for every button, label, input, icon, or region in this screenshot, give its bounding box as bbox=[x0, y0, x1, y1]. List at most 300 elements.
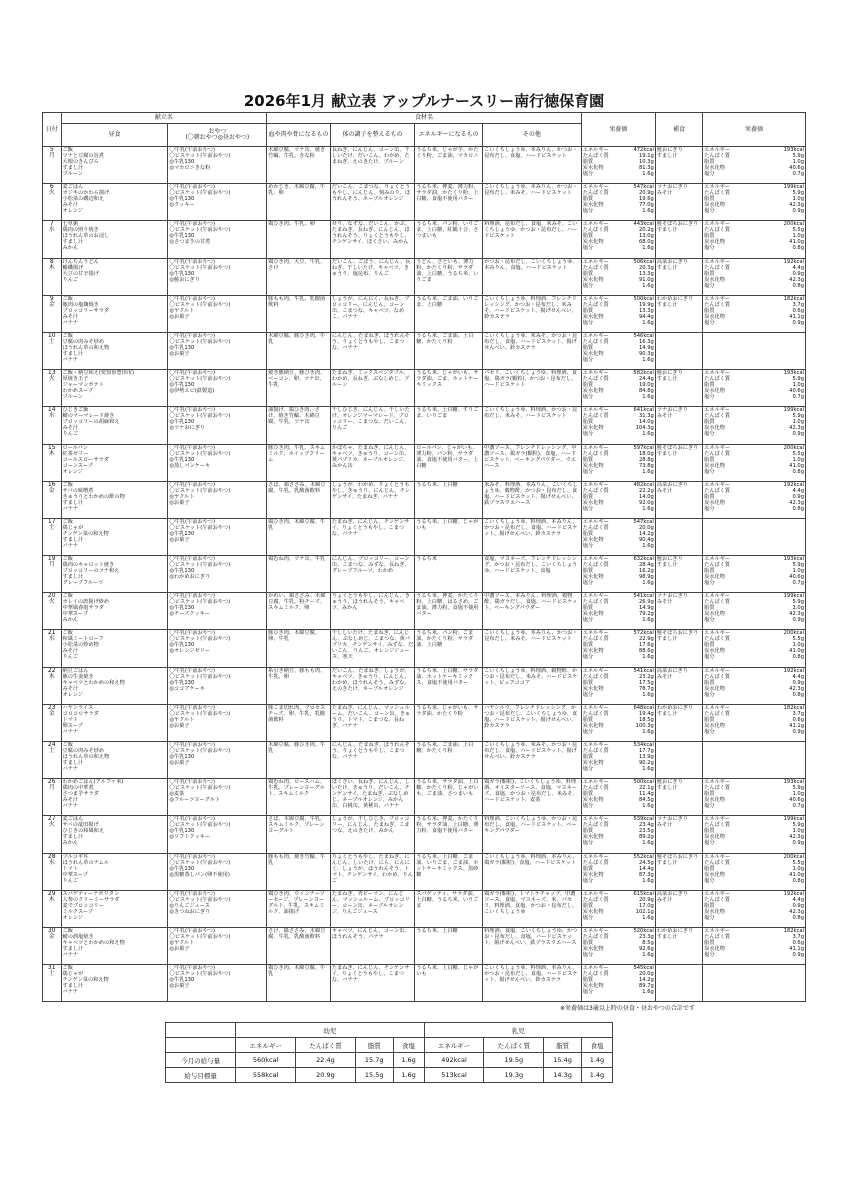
nutrition-label: 炭水化物 bbox=[582, 908, 604, 915]
header-nutrition-2: 栄養価 bbox=[703, 113, 806, 147]
snack-cell: 〇牛乳(午前おやつ) 〇ビスケット(午前おやつ) ◎牛乳130 ◎お菓子 bbox=[168, 518, 267, 555]
nutrition-label: 塩分 bbox=[704, 580, 715, 587]
nutrition-label: 塩分 bbox=[704, 728, 715, 735]
blood-ingredients-cell: 糸引き納豆、豚もも肉、牛乳、卵 bbox=[267, 667, 331, 704]
body-ingredients-cell: にんじん、ブロッコリー、コーン缶、こまつな、みずな、長ねぎ、グレープフルーツ、わかめ bbox=[330, 556, 414, 593]
date-cell bbox=[43, 295, 62, 332]
summary-col-header: 食塩 bbox=[393, 1038, 424, 1053]
nutrition-label: たんぱく質 bbox=[582, 227, 609, 234]
supplement-cell: 鮭おにぎり すまし汁 bbox=[655, 556, 702, 593]
nutrition-value: 13.9g bbox=[638, 754, 654, 760]
nutrition-value: 3.7g bbox=[792, 301, 804, 308]
nutrition-value: 16.3g bbox=[638, 338, 654, 345]
other-ingredients-cell: こいくちしょうゆ、料理酒、本みりん、かつお・昆布だし、食塩、ハードビスケット、揚げせんべい、鈴カステラ bbox=[483, 518, 582, 555]
snack-cell: 〇牛乳(午前おやつ) 〇ビスケット(午前おやつ) ◎牛乳130 ◎わかめおにぎり bbox=[168, 556, 267, 593]
nutrition-value: 0.6g bbox=[792, 716, 804, 723]
date-cell bbox=[43, 184, 62, 221]
nutrition-value: 193kcal bbox=[783, 779, 804, 786]
nutrition-label: 炭水化物 bbox=[582, 574, 604, 581]
nutrition-value: 23.4g bbox=[638, 822, 654, 829]
other-ingredients-cell: こいくちしょうゆ、料理酒、本みりん、かつお・昆布だし、食塩、ハードビスケット、揚げせんべい、鈴カステラ bbox=[483, 965, 582, 1002]
energy-ingredients-cell: うるち米、じゃがいも、サラダ油、かたくり粉 bbox=[415, 704, 483, 741]
body-ingredients-cell: だいこん、ごぼう、にんじん、長ねぎ、干しいたけ、キャベツ、きゅうり、塩昆布、りんご bbox=[330, 258, 414, 295]
lunch-cell: ご飯 サバの味噌煮 きゅうりとわかめの酢の物 すまし汁 バナナ bbox=[61, 481, 168, 518]
nutrition-value: 1.6g bbox=[642, 282, 654, 289]
other-ingredients-cell: こいくちしょうゆ、料理酒、フレンチドレッシング、かつお・昆布だし、米みそ、ハードビスケット、揚げせんべい、鈴カステラ bbox=[483, 295, 582, 332]
nutrition-value: 17.7g bbox=[638, 748, 654, 754]
summary-col-header: 脂質 bbox=[544, 1038, 582, 1053]
nutrition-label: 脂質 bbox=[582, 159, 594, 165]
nutrition-value: 1.6g bbox=[642, 989, 654, 996]
nutrition-line bbox=[704, 208, 804, 214]
nutrition-line bbox=[583, 245, 654, 251]
energy-ingredients-cell: うるち米、上白糖、サラダ油、ホットケーキミックス、食塩不使用バター bbox=[415, 667, 483, 704]
nutrition-value: 500kcal bbox=[633, 295, 654, 302]
day-number: 20 bbox=[47, 592, 56, 600]
nutrition-line bbox=[704, 320, 804, 326]
date-cell bbox=[43, 556, 62, 593]
nutrition-label: たんぱく質 bbox=[582, 487, 609, 494]
nutrition-label: エネルギー bbox=[582, 295, 609, 302]
nutrition-value: 0.8g bbox=[792, 505, 804, 512]
nutrition-label: 脂質 bbox=[582, 754, 594, 760]
nutrition-cell-2 bbox=[703, 556, 806, 593]
energy-ingredients-cell: うるち米、ごま油、上白糖、かたくり粉 bbox=[415, 742, 483, 779]
day-of-week: 水 bbox=[48, 858, 55, 866]
nutrition-label: 脂質 bbox=[582, 977, 594, 984]
summary-col-header: エネルギー bbox=[236, 1038, 296, 1053]
supplement-cell bbox=[655, 518, 702, 555]
nutrition-value: 1.0g bbox=[792, 605, 804, 612]
header-blood: 血や肉や骨になるもの bbox=[267, 124, 331, 147]
nutrition-value: 100.3g bbox=[635, 722, 654, 729]
nutrition-cell bbox=[581, 779, 655, 816]
nutrition-label: 脂質 bbox=[704, 568, 715, 575]
nutrition-label: 脂質 bbox=[704, 865, 715, 872]
nutrition-label: たんぱく質 bbox=[582, 413, 609, 420]
day-of-week: 土 bbox=[48, 523, 55, 531]
date-cell bbox=[43, 853, 62, 890]
nutrition-line bbox=[583, 952, 654, 958]
nutrition-cell bbox=[581, 853, 655, 890]
snack-cell: 〇牛乳(午前おやつ) 〇ビスケット(午前おやつ) ◎牛乳130 ◎鮭おにぎり bbox=[168, 258, 267, 295]
header-ingredients: 食材名 bbox=[267, 113, 582, 124]
nutrition-value: 5.9g bbox=[792, 785, 804, 792]
summary-value: 15.7g bbox=[355, 1053, 393, 1068]
nutrition-line bbox=[583, 171, 654, 177]
nutrition-value: 28.4g bbox=[638, 562, 654, 569]
nutrition-value: 192kcal bbox=[783, 258, 804, 265]
lunch-cell: ハヤシライス コロコロサラダ トマト 卵スープ バナナ bbox=[61, 704, 168, 741]
blood-ingredients-cell: さば、鶏ささみ、木綿豆腐、牛乳、乳酸菌飲料 bbox=[267, 481, 331, 518]
nutrition-label: 炭水化物 bbox=[582, 871, 604, 878]
header-other: その他 bbox=[483, 124, 582, 147]
energy-ingredients-cell: うどん、さといも、薄力粉、かたくり粉、サラダ油、上白糖、うるち米、いりごま bbox=[415, 258, 483, 295]
nutrition-label: エネルギー bbox=[582, 370, 609, 377]
nutrition-label: たんぱく質 bbox=[704, 599, 731, 606]
summary-value: 19.3g bbox=[484, 1068, 544, 1083]
nutrition-label: エネルギー bbox=[582, 927, 609, 934]
nutrition-value: 0.6g bbox=[792, 939, 804, 946]
lunch-cell: ご飯 和風ミートローフ 小松菜の炒め物 みそ汁 りんご bbox=[61, 630, 168, 667]
body-ingredients-cell: キャベツ、にんじん、コーン缶、ほうれんそう、バナナ bbox=[330, 927, 414, 964]
summary-row bbox=[166, 1068, 613, 1083]
energy-ingredients-cell: うるち米、押麦、薄力粉、サラダ油、かたくり粉、上白糖、食塩不使用バター bbox=[415, 184, 483, 221]
body-ingredients-cell: りょくとうもやし、たまねぎ、にんじん、しいたけ、にら、にんにく、しょうが、ほうれんそう、トマト、チンゲンサイ、わかめ、りんご bbox=[330, 853, 414, 890]
nutrition-label: 塩分 bbox=[582, 691, 594, 698]
nutrition-label: 塩分 bbox=[704, 803, 715, 810]
nutrition-label: たんぱく質 bbox=[582, 190, 609, 197]
day-number: 5 bbox=[49, 146, 54, 153]
nutrition-label: たんぱく質 bbox=[582, 450, 609, 457]
other-ingredients-cell: 米みそ、料理酒、本みりん、こいくちしょうゆ、穀物酢、かつお・昆布だし、食塩、ハードビスケット、揚げせんべい、鉄プラスウエハース bbox=[483, 481, 582, 518]
nutrition-value: 20.9g bbox=[638, 896, 654, 903]
nutrition-value: 17.5g bbox=[638, 679, 654, 686]
day-number: 6 bbox=[49, 183, 54, 191]
nutrition-value: 18.0g bbox=[638, 450, 654, 457]
day-number: 15 bbox=[47, 444, 56, 451]
nutrition-label: 塩分 bbox=[704, 914, 715, 921]
body-ingredients-cell: たまねぎ、にんじん、マッシュルーム、だいこん、コーン缶、きゅうり、トマト、こまつな、長ねぎ、バナナ bbox=[330, 704, 414, 741]
date-cell bbox=[43, 518, 62, 555]
lunch-cell: 麦ごはん サバの竜田揚げ ひじきの和風和え すまし汁 みかん bbox=[61, 816, 168, 853]
nutrition-value: 1.0g bbox=[792, 419, 804, 426]
other-ingredients-cell: 料理酒、昆布だし、食塩、米みそ、こいくちしょうゆ、かつお・昆布だし、ハードビスケット bbox=[483, 221, 582, 258]
nutrition-cell-2 bbox=[703, 927, 806, 964]
supplement-cell: ツナおにぎり みそ汁 bbox=[655, 816, 702, 853]
nutrition-label: 脂質 bbox=[582, 679, 594, 686]
nutrition-label: 塩分 bbox=[704, 654, 715, 661]
nutrition-line bbox=[583, 394, 654, 400]
day-of-week: 土 bbox=[48, 747, 55, 754]
day-of-week: 水 bbox=[48, 226, 55, 234]
nutrition-value: 40.6g bbox=[789, 165, 804, 171]
menu-row bbox=[43, 556, 806, 593]
nutrition-label: たんぱく質 bbox=[704, 896, 731, 903]
nutrition-value: 13.3g bbox=[638, 307, 654, 314]
nutrition-label: 塩分 bbox=[704, 468, 715, 475]
nutrition-value: 19.1g bbox=[638, 153, 654, 159]
other-ingredients-cell: こいくちしょうゆ、本みりん、かつお・昆布だし、食塩、ハードビスケット bbox=[483, 147, 582, 184]
nutrition-label: 炭水化物 bbox=[704, 388, 725, 395]
energy-ingredients-cell: うるち米、パン粉、ごま油、かたくり粉、サラダ油、上白糖 bbox=[415, 630, 483, 667]
day-of-week: 木 bbox=[48, 895, 55, 903]
day-of-week: 火 bbox=[48, 375, 55, 383]
nutrition-cell bbox=[581, 184, 655, 221]
day-number: 29 bbox=[47, 890, 56, 897]
nutrition-cell bbox=[581, 295, 655, 332]
nutrition-label: エネルギー bbox=[582, 556, 609, 563]
snack-cell: 〇牛乳(午前おやつ) 〇ビスケット(午前おやつ) ◎ヤクルト ◎お菓子 bbox=[168, 704, 267, 741]
nutrition-label: 脂質 bbox=[704, 307, 715, 314]
other-ingredients-cell: ハヤシルウ、フレンチドレッシング、かつお・昆布だし、こいくちしょうゆ、食塩、ハードビスケット、揚げせんべい、鈴カステラ bbox=[483, 704, 582, 741]
lunch-cell: わかめごはん(アルファ米) 鶏肉の中華煮 さつま芋サラダ みそ汁 バナナ bbox=[61, 779, 168, 816]
footnote: ※栄養価は3歳以上時の昼食・昼おやつの合計です bbox=[560, 1005, 695, 1012]
other-ingredients-cell: こいくちしょうゆ、本みりん、かつお・昆布だし、米みそ、ハードビスケット bbox=[483, 630, 582, 667]
day-number: 22 bbox=[47, 667, 56, 674]
nutrition-label: エネルギー bbox=[582, 481, 609, 488]
day-number: 13 bbox=[47, 369, 56, 377]
nutrition-cell bbox=[581, 518, 655, 555]
nutrition-label: たんぱく質 bbox=[582, 971, 609, 978]
nutrition-value: 5.5g bbox=[792, 636, 804, 643]
nutrition-cell bbox=[581, 481, 655, 518]
snack-cell: 〇牛乳(午前おやつ) 〇ビスケット(午前おやつ) ◎牛乳130 ◎お菓子 bbox=[168, 332, 267, 369]
nutrition-value: 5.9g bbox=[792, 376, 804, 383]
nutrition-label: 炭水化物 bbox=[704, 202, 725, 209]
nutrition-value: 192kcal bbox=[783, 667, 804, 674]
nutrition-value: 17.6g bbox=[638, 642, 654, 649]
nutrition-label: たんぱく質 bbox=[704, 376, 731, 383]
summary-value: 15.4g bbox=[544, 1053, 582, 1068]
nutrition-label: 塩分 bbox=[582, 542, 594, 549]
nutrition-label: 炭水化物 bbox=[582, 536, 604, 543]
nutrition-value: 500kcal bbox=[633, 779, 654, 786]
nutrition-value: 1.6g bbox=[642, 394, 654, 401]
summary-corner-2 bbox=[166, 1038, 236, 1053]
nutrition-label: たんぱく質 bbox=[582, 748, 609, 754]
nutrition-label: 脂質 bbox=[704, 902, 715, 909]
nutrition-line bbox=[583, 989, 654, 995]
summary-value: 1.4g bbox=[581, 1068, 612, 1083]
nutrition-cell-2 bbox=[703, 779, 806, 816]
blood-ingredients-cell: 木綿豆腐、ツナ缶、焼き竹輪、牛乳、きな粉 bbox=[267, 147, 331, 184]
nutrition-label: エネルギー bbox=[704, 481, 731, 488]
other-ingredients-cell: かつお・昆布だし、こいくちしょうゆ、本みりん、食塩、ハードビスケット bbox=[483, 258, 582, 295]
menu-row bbox=[43, 518, 806, 555]
menu-row bbox=[43, 816, 806, 853]
nutrition-line bbox=[583, 915, 654, 921]
nutrition-line bbox=[583, 469, 654, 475]
nutrition-value: 41.0g bbox=[789, 239, 804, 246]
nutrition-label: 塩分 bbox=[704, 691, 715, 698]
header-date: 日付 bbox=[43, 113, 62, 147]
nutrition-label: エネルギー bbox=[582, 742, 609, 748]
nutrition-cell-2 bbox=[703, 370, 806, 407]
nutrition-value: 199kcal bbox=[783, 184, 804, 191]
nutrition-value: 1.0g bbox=[792, 159, 804, 165]
energy-ingredients-cell: うるち米、サラダ油、上白糖、かたくり粉、じゃがいも、ごま油、さつまいも bbox=[415, 779, 483, 816]
nutrition-label: 脂質 bbox=[704, 642, 715, 649]
nutrition-label: 炭水化物 bbox=[704, 648, 725, 655]
nutrition-line bbox=[583, 654, 654, 660]
nutrition-label: 脂質 bbox=[582, 307, 594, 314]
nutrition-value: 22.9g bbox=[638, 636, 654, 643]
nutrition-line bbox=[583, 803, 654, 809]
nutrition-label: 脂質 bbox=[704, 791, 715, 798]
nutrition-value: 443kcal bbox=[633, 221, 654, 228]
nutrition-label: 塩分 bbox=[582, 728, 594, 735]
nutrition-value: 42.3g bbox=[789, 685, 804, 692]
nutrition-value: 193kcal bbox=[783, 147, 804, 153]
header-menu-name: 献立名 bbox=[61, 113, 267, 124]
body-ingredients-cell: りょくとうもやし、にんじん、きゅうり、ほうれんそう、キャベツ、みかん bbox=[330, 593, 414, 630]
nutrition-label: 炭水化物 bbox=[582, 388, 604, 395]
blood-ingredients-cell: かれい、鶏ささみ、木綿豆腐、牛乳、粉チーズ、スキムミルク、卵 bbox=[267, 593, 331, 630]
energy-ingredients-cell: うるち米、上白糖、すりごま、いりごま bbox=[415, 407, 483, 444]
menu-row bbox=[43, 704, 806, 741]
summary-group-infant: 幼児 bbox=[236, 1023, 424, 1038]
nutrition-line bbox=[583, 283, 654, 289]
nutrition-cell-2 bbox=[703, 630, 806, 667]
nutrition-label: 炭水化物 bbox=[582, 276, 604, 283]
body-ingredients-cell: たまねぎ、にんじん、チンゲンサイ、りょくとうもやし、こまつな、バナナ bbox=[330, 518, 414, 555]
nutrition-label: たんぱく質 bbox=[704, 153, 731, 159]
lunch-cell: ご飯 カレイの唐揚げ炒め 中華風春雨サラダ 中華スープ みかん bbox=[61, 593, 168, 630]
nutrition-value: 19.0g bbox=[638, 382, 654, 389]
day-of-week: 金 bbox=[48, 486, 55, 494]
body-ingredients-cell: ほくさい、長ねぎ、にんじん、しいたけ、きゅうり、だいこん、チンゲンサイ、たまねぎ、ぶなしめじ、ネーブルオレンジ、みかん缶、白桃缶、黄桃缶、バナナ bbox=[330, 779, 414, 816]
nutrition-value: 42.3g bbox=[789, 834, 804, 841]
nutrition-label: たんぱく質 bbox=[704, 785, 731, 792]
menu-row bbox=[43, 927, 806, 964]
nutrition-label: エネルギー bbox=[582, 147, 609, 153]
summary-corner bbox=[166, 1023, 236, 1038]
supplement-cell: わかめおにぎり すまし汁 bbox=[655, 927, 702, 964]
blood-ingredients-cell: 鶏ひき肉、牛乳、卵 bbox=[267, 221, 331, 258]
nutrition-line bbox=[583, 692, 654, 698]
nutrition-label: エネルギー bbox=[582, 593, 609, 600]
nutrition-value: 641kcal bbox=[633, 407, 654, 414]
nutrition-label: エネルギー bbox=[582, 444, 609, 451]
page-title: 2026年1月 献立表 アップルナースリー南行徳保育園 bbox=[243, 92, 605, 110]
nutrition-label: たんぱく質 bbox=[582, 562, 609, 569]
nutrition-value: 42.3g bbox=[789, 276, 804, 283]
nutrition-value: 92.0g bbox=[638, 499, 654, 506]
nutrition-label: 脂質 bbox=[582, 456, 594, 463]
nutrition-value: 200kcal bbox=[783, 221, 804, 228]
nutrition-label: 脂質 bbox=[704, 419, 715, 426]
nutrition-line bbox=[583, 617, 654, 623]
lunch-cell: 麦ごはん カジキのかわら揚げ 小松菜の磯辺和え みそ汁 オレンジ bbox=[61, 184, 168, 221]
nutrition-value: 98.9g bbox=[638, 574, 654, 581]
nutrition-value: 20.9g bbox=[638, 190, 654, 197]
nutrition-value: 22.2g bbox=[638, 487, 654, 494]
nutrition-value: 5.9g bbox=[792, 153, 804, 159]
body-ingredients-cell: せり、なずな、だいこん、かぶ、たまねぎ、長ねぎ、にんじん、ほうれんそう、りょくとうもやし、チンゲンサイ、ほくさい、みかん bbox=[330, 221, 414, 258]
nutrition-label: たんぱく質 bbox=[704, 562, 731, 569]
menu-row bbox=[43, 184, 806, 221]
energy-ingredients-cell: うるち米、パン粉、いりごま、上白糖、紅鶴十合、さつまいも bbox=[415, 221, 483, 258]
nutrition-value: 0.9g bbox=[792, 208, 804, 215]
menu-row bbox=[43, 295, 806, 332]
body-ingredients-cell: しょうが、わかめ、りょくとうもやし、きゅうり、にんじん、チンゲンサイ、たまねぎ、バナナ bbox=[330, 481, 414, 518]
nutrition-value: 17.0g bbox=[638, 902, 654, 909]
nutrition-label: 脂質 bbox=[582, 902, 594, 909]
day-number: 16 bbox=[47, 481, 56, 488]
supplement-cell: 鮭おにぎり すまし汁 bbox=[655, 370, 702, 407]
summary-value: 22.4g bbox=[296, 1053, 356, 1068]
nutrition-value: 520kcal bbox=[633, 927, 654, 934]
nutrition-cell-2 bbox=[703, 295, 806, 332]
header-supplement: 補食 bbox=[655, 113, 702, 147]
nutrition-label: たんぱく質 bbox=[582, 636, 609, 643]
snack-cell: 〇牛乳(午前おやつ) 〇ビスケット(午前おやつ) ◎ヤクルト ◎お菓子 bbox=[168, 481, 267, 518]
nutrition-value: 19.9g bbox=[638, 301, 654, 308]
other-ingredients-cell: こいくちしょうゆ、本みりん、かつお・昆布だし、米みそ、ハードビスケット bbox=[483, 184, 582, 221]
nutrition-label: エネルギー bbox=[582, 184, 609, 191]
nutrition-value: 182kcal bbox=[783, 295, 804, 302]
day-number: 10 bbox=[47, 332, 56, 339]
nutrition-value: 0.9g bbox=[792, 951, 804, 958]
nutrition-label: たんぱく質 bbox=[704, 710, 731, 717]
nutrition-value: 68.0g bbox=[638, 239, 654, 246]
nutrition-value: 102.1g bbox=[635, 908, 654, 915]
nutrition-label: 塩分 bbox=[582, 356, 594, 363]
nutrition-label: 脂質 bbox=[582, 270, 594, 277]
day-number: 30 bbox=[47, 927, 56, 934]
nutrition-value: 0.9g bbox=[792, 270, 804, 277]
nutrition-value: 78.7g bbox=[638, 685, 654, 692]
nutrition-label: 炭水化物 bbox=[704, 313, 725, 320]
supplement-cell: 高菜おにぎり みそ汁 bbox=[655, 481, 702, 518]
supplement-cell: 鮭おにぎり すまし汁 bbox=[655, 147, 702, 184]
nutrition-value: 0.8g bbox=[792, 914, 804, 921]
day-of-week: 金 bbox=[48, 709, 55, 717]
nutrition-value: 14.9g bbox=[638, 605, 654, 612]
nutrition-value: 1.0g bbox=[792, 568, 804, 575]
lunch-cell: ロールパン 紅茶ゼリー コールスローサラダ コーンスープ オレンジ bbox=[61, 444, 168, 481]
nutrition-value: 91.0g bbox=[638, 276, 654, 283]
nutrition-label: 脂質 bbox=[704, 679, 715, 686]
supplement-cell: 高菜おにぎり みそ汁 bbox=[655, 667, 702, 704]
header-body: 体の調子を整えるもの bbox=[330, 124, 414, 147]
nutrition-value: 472kcal bbox=[633, 147, 654, 153]
energy-ingredients-cell: スパゲッティ、サラダ油、上白糖、うるち米、いりごま bbox=[415, 890, 483, 927]
nutrition-label: エネルギー bbox=[582, 890, 609, 897]
nutrition-cell bbox=[581, 890, 655, 927]
nutrition-cell bbox=[581, 630, 655, 667]
nutrition-label: 炭水化物 bbox=[704, 871, 725, 878]
nutrition-label: 炭水化物 bbox=[582, 722, 604, 729]
day-of-week: 火 bbox=[48, 189, 55, 197]
snack-cell: 〇牛乳(午前おやつ) 〇ビスケット(午前おやつ) ◎牛乳130 ◎クッキー bbox=[168, 184, 267, 221]
nutrition-label: 炭水化物 bbox=[582, 202, 604, 209]
nutrition-value: 20.0g bbox=[638, 971, 654, 978]
date-cell bbox=[43, 481, 62, 518]
nutrition-value: 1.6g bbox=[642, 208, 654, 215]
nutrition-label: 脂質 bbox=[704, 233, 715, 240]
nutrition-label: 炭水化物 bbox=[582, 425, 604, 432]
supplement-cell: 高菜おにぎり すまし汁 bbox=[655, 258, 702, 295]
nutrition-value: 8.5g bbox=[642, 939, 654, 946]
other-ingredients-cell: 鶏ガラ(顆粒)、こいくちしょうゆ、料理酒、オイスターソース、食塩、マヨネーズ、食塩、かつお・昆布だし、米みそ、ハードビスケット、麦茶 bbox=[483, 779, 582, 816]
nutrition-label: 炭水化物 bbox=[704, 611, 725, 618]
nutrition-value: 1.6g bbox=[642, 431, 654, 438]
nutrition-label: 脂質 bbox=[582, 939, 594, 946]
nutrition-label: エネルギー bbox=[704, 556, 731, 563]
nutrition-value: 193kcal bbox=[783, 556, 804, 563]
nutrition-label: エネルギー bbox=[582, 853, 609, 860]
nutrition-value: 0.8g bbox=[792, 245, 804, 252]
nutrition-value: 1.6g bbox=[642, 245, 654, 252]
nutrition-label: 脂質 bbox=[582, 828, 594, 835]
summary-col-header: エネルギー bbox=[424, 1038, 484, 1053]
nutrition-label: 塩分 bbox=[582, 951, 594, 958]
nutrition-cell bbox=[581, 742, 655, 779]
menu-row bbox=[43, 258, 806, 295]
day-of-week: 土 bbox=[48, 970, 55, 978]
lunch-cell: プルコギ丼 ほうれん草のナムル トマト 中華スープ りんご bbox=[61, 853, 168, 890]
day-number: 21 bbox=[47, 629, 56, 637]
supplement-cell: 高菜おにぎり みそ汁 bbox=[655, 890, 702, 927]
nutrition-label: たんぱく質 bbox=[704, 487, 731, 494]
nutrition-value: 14.2g bbox=[638, 977, 654, 984]
energy-ingredients-cell: うるち米、上白糖 bbox=[415, 481, 483, 518]
nutrition-value: 24.4g bbox=[638, 376, 654, 383]
nutrition-label: 炭水化物 bbox=[582, 760, 604, 766]
day-of-week: 月 bbox=[48, 152, 55, 159]
